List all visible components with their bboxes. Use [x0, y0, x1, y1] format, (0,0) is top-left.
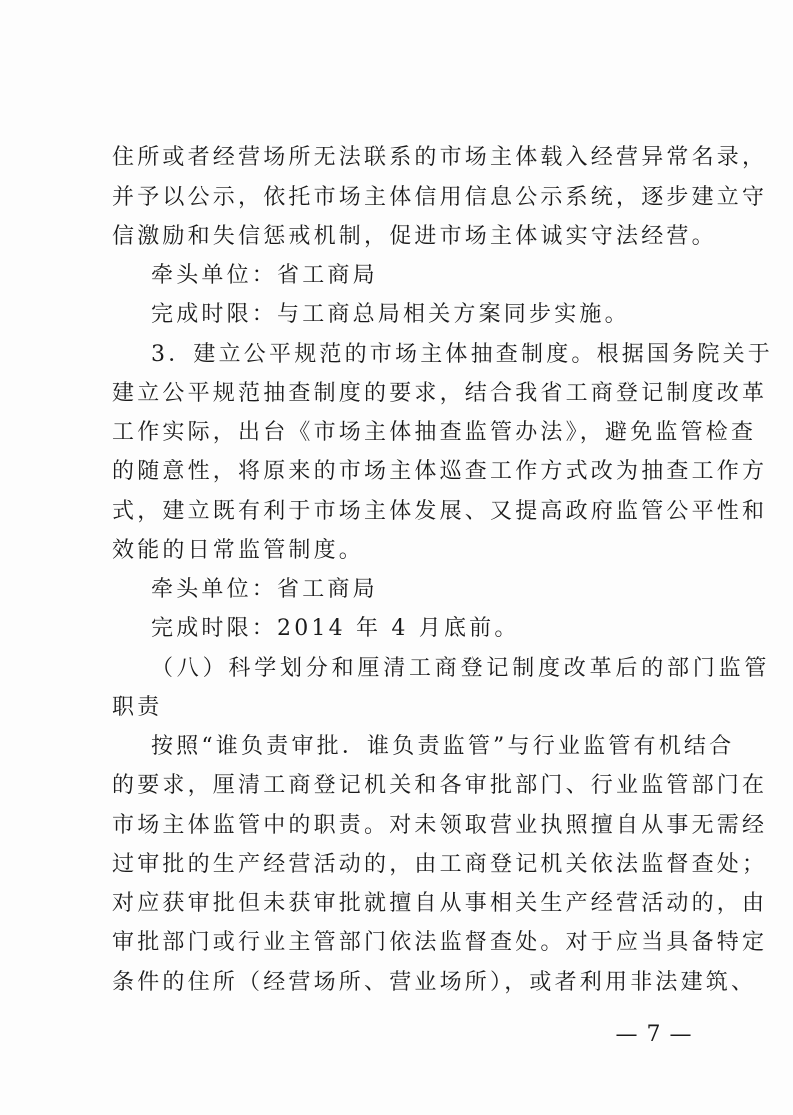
text-line: 式，建立既有利于市场主体发展、又提高政府监管公平性和	[112, 499, 768, 524]
text-line: 工作实际，出台《市场主体抽查监管办法》，避免监管检查	[112, 420, 757, 445]
text-line: 的随意性，将原来的市场主体巡查工作方式改为抽查工作方	[112, 459, 768, 484]
section-item-heading: 3．建立公平规范的市场主体抽查制度。根据国务院关于	[151, 342, 773, 367]
text-line: 住所或者经营场所无法联系的市场主体载入经营异常名录，	[112, 145, 768, 170]
lead-unit-line: 牵头单位：省工商局	[151, 577, 378, 602]
section-heading-continuation: 职责	[112, 695, 163, 720]
deadline-line: 完成时限：与工商总局相关方案同步实施。	[151, 302, 630, 327]
text-line: 信激励和失信惩戒机制，促进市场主体诚实守法经营。	[112, 224, 717, 249]
text-line: 的要求，厘清工商登记机关和各审批部门、行业监管部门在	[112, 773, 768, 798]
text-line: 建立公平规范抽查制度的要求，结合我省工商登记制度改革	[112, 381, 768, 406]
text-line: 并予以公示，依托市场主体信用信息公示系统，逐步建立守	[112, 185, 768, 210]
page-number: — 7 —	[615, 1022, 693, 1047]
section-heading: （八）科学划分和厘清工商登记制度改革后的部门监管	[151, 656, 771, 681]
text-line: 对应获审批但未获审批就擅自从事相关生产经营活动的，由	[112, 891, 768, 916]
text-line: 条件的住所（经营场所、营业场所），或者利用非法建筑、	[112, 970, 757, 995]
text-line: 按照“谁负责审批．谁负责监管”与行业监管有机结合	[151, 734, 735, 759]
text-line: 效能的日常监管制度。	[112, 538, 365, 563]
lead-unit-line: 牵头单位：省工商局	[151, 263, 378, 288]
text-line: 审批部门或行业主管部门依法监督查处。对于应当具备特定	[112, 930, 768, 955]
text-line: 过审批的生产经营活动的，由工商登记机关依法监督查处；	[112, 852, 768, 877]
deadline-line: 完成时限：2014 年 4 月底前。	[151, 616, 520, 641]
text-line: 市场主体监管中的职责。对未领取营业执照擅自从事无需经	[112, 813, 768, 838]
